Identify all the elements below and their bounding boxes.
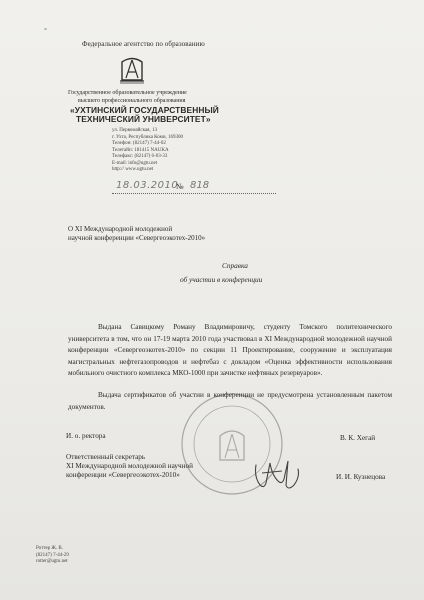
registration-underline (112, 193, 276, 194)
university-name-line-2: ТЕХНИЧЕСКИЙ УНИВЕРСИТЕТ» (76, 114, 211, 124)
university-name-line-1: «УХТИНСКИЙ ГОСУДАРСТВЕННЫЙ (70, 105, 219, 115)
registration-number: 818 (190, 180, 210, 191)
body-paragraph-2: Выдача сертификатов об участии в конференции не предусмотрена установленным пакетом документов. (68, 390, 392, 411)
secretary-line-2: XI Международной молодежной научной (66, 462, 193, 470)
subject-line-2: научной конференции «Севергеоэкотех-2010» (68, 234, 206, 242)
subject-line-1: О XI Международной молодежной (68, 225, 173, 233)
handwritten-signature (248, 455, 306, 495)
university-emblem-icon (118, 54, 146, 84)
letter-body (68, 322, 392, 413)
secretary-line-3: конференции «Севергеоэкотех-2010» (66, 471, 180, 479)
registration-number-label: № (176, 182, 184, 191)
secretary-line-1: Ответственный секретарь (66, 453, 146, 461)
secretary-name: И. И. Кузнецова (336, 473, 386, 481)
agency-name: Федеральное агентство по образованию (82, 40, 205, 48)
rector-name: В. К. Хегай (340, 434, 376, 442)
contact-phone: Телефон: (82147) 7-44-02 (112, 141, 166, 146)
footer-phone: (82147) 7-44-29 (36, 552, 69, 558)
university-name (70, 106, 219, 124)
institution-type-line-1: Государственное образовательное учреждение (68, 90, 187, 96)
contact-teletype: Телетайп: 181415 NAUKA (112, 147, 169, 153)
rector-role: И. о. ректора (66, 432, 106, 440)
contact-email: E-mail: info@ugtu.net (112, 160, 158, 166)
document-subtitle: об участии в конференции (180, 275, 263, 284)
institution-type-line-2: высшего профессионального образования (78, 98, 186, 104)
footer-contact (36, 546, 69, 566)
secretary-role (66, 453, 193, 480)
contact-website: http:// www.ugtu.net (112, 167, 154, 172)
contact-block (112, 128, 183, 174)
letter-subject (68, 225, 205, 243)
contact-city: г. Ухта, Республика Коми, 169300 (112, 134, 183, 140)
contact-street: ул. Первомайская, 13 (112, 128, 157, 133)
registration-date: 18.03.2010 (116, 180, 179, 191)
scan-speck (44, 28, 47, 30)
footer-email: rotter@ugtu.net (36, 559, 68, 564)
document-title: Справка (222, 261, 248, 270)
footer-executor: Роттер Ж. В. (36, 546, 63, 551)
contact-fax: Телефакс: (82147) 6-03-33 (112, 154, 168, 159)
body-paragraph-1: Выдана Савицкому Роману Владимировичу, студенту Томского политехнического университета в том, что он 17-19 марта 2010 года участвовал в XI Международной молодежной научной конференции «Севергеоэкотех-2010» по секции 11 Проектирование, сооружение и эксплуатация магистральных нефтегазопроводов и нефтебаз с докладом «Оценка эффективности использования мобильного очистного комплекса МКО-1000 при зачистке нефтяных резервуаров». (68, 323, 392, 378)
